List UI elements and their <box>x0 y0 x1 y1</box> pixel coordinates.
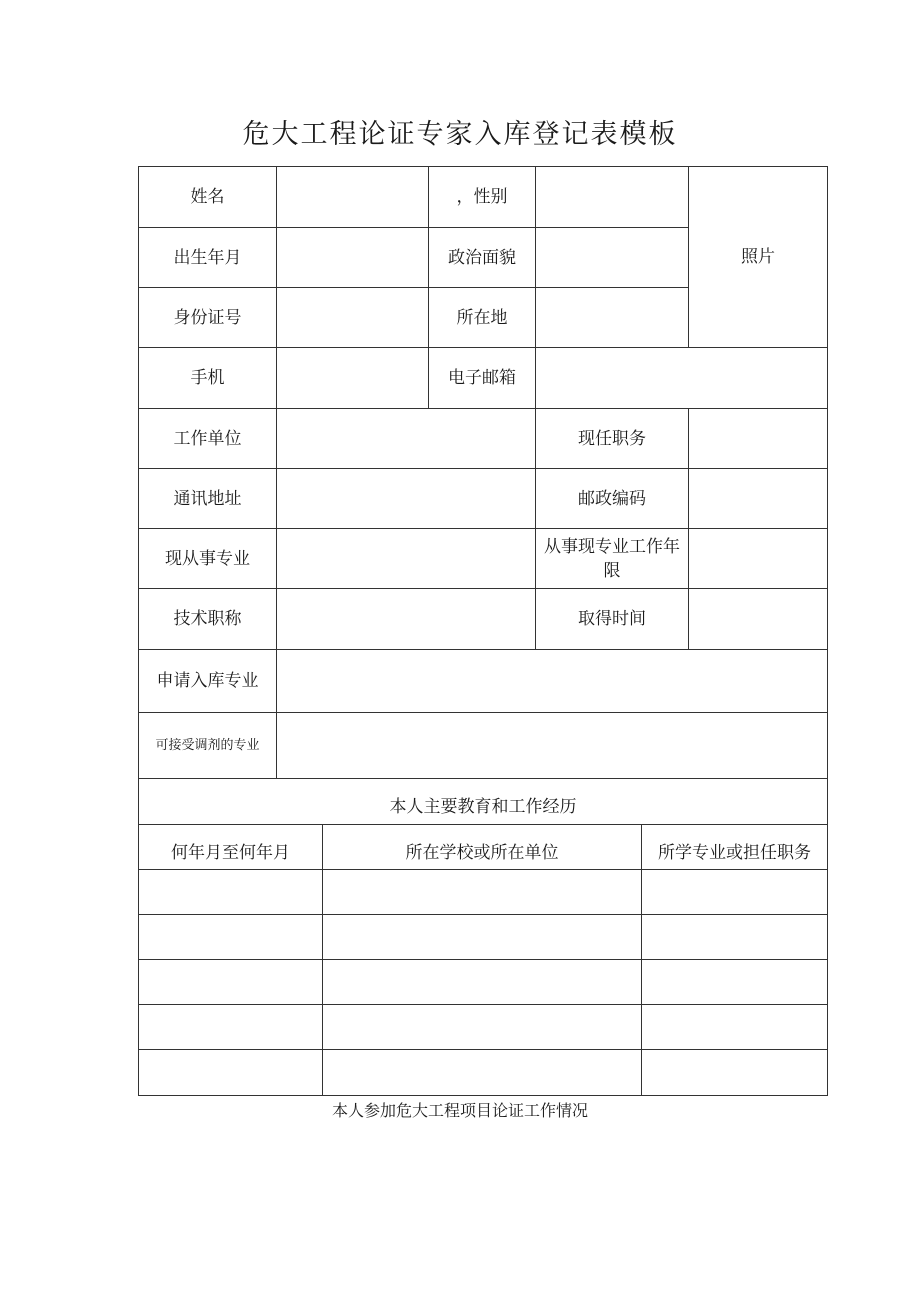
label-mobile: 手机 <box>190 368 225 388</box>
section-footer-title: 本人参加危大工程项目论证工作情况 <box>331 1101 588 1120</box>
label-address: 通讯地址 <box>173 488 242 509</box>
tech-title-field[interactable] <box>277 589 535 649</box>
mobile-field[interactable] <box>277 348 428 408</box>
label-politics: 政治面貌 <box>448 247 516 268</box>
label-location: 所在地 <box>456 307 508 328</box>
label-obtained-time: 取得时间 <box>578 609 646 629</box>
history-cell[interactable] <box>642 870 827 914</box>
row-line <box>138 778 828 779</box>
history-cell[interactable] <box>323 1005 641 1049</box>
label-birth: 出生年月 <box>173 247 242 268</box>
page-title: 危大工程论证专家入库登记表模板 <box>242 119 678 150</box>
years-in-specialty-field[interactable] <box>689 529 827 588</box>
label-current-specialty: 现从事专业 <box>165 548 250 569</box>
label-name: 姓名 <box>190 187 225 207</box>
postcode-field[interactable] <box>689 469 827 528</box>
name-field[interactable] <box>277 167 428 227</box>
employer-field[interactable] <box>277 409 535 468</box>
history-heading: 本人主要教育和工作经历 <box>389 797 577 817</box>
gender-field[interactable] <box>536 167 688 227</box>
table-border-bottom <box>138 1095 828 1096</box>
position-field[interactable] <box>689 409 827 468</box>
label-adjustable-specialty: 可接受调剂的专业 <box>155 737 260 753</box>
history-cell[interactable] <box>139 960 322 1004</box>
politics-field[interactable] <box>536 228 688 287</box>
history-cell[interactable] <box>323 1050 641 1095</box>
address-field[interactable] <box>277 469 535 528</box>
birth-field[interactable] <box>277 228 428 287</box>
label-employer: 工作单位 <box>173 428 242 449</box>
history-cell[interactable] <box>139 1005 322 1049</box>
history-col-role: 所学专业或担任职务 <box>658 842 811 863</box>
label-position: 现任职务 <box>578 428 646 449</box>
history-cell[interactable] <box>642 915 827 959</box>
history-cell[interactable] <box>323 915 641 959</box>
label-years-in-specialty: 从事现专业工作年限 <box>544 536 680 581</box>
table-border-right <box>827 166 828 1096</box>
history-cell[interactable] <box>323 960 641 1004</box>
label-apply-specialty: 申请入库专业 <box>156 671 259 691</box>
history-cell[interactable] <box>642 960 827 1004</box>
label-postcode: 邮政编码 <box>578 488 646 509</box>
history-cell[interactable] <box>139 870 322 914</box>
row-line <box>138 824 828 825</box>
email-field[interactable] <box>536 348 827 408</box>
location-field[interactable] <box>536 288 688 347</box>
label-tech-title: 技术职称 <box>173 609 242 629</box>
photo-box[interactable]: 照片 <box>741 247 775 267</box>
id-number-field[interactable] <box>277 288 428 347</box>
label-email: 电子邮箱 <box>448 368 516 388</box>
history-cell[interactable] <box>642 1050 827 1095</box>
current-specialty-field[interactable] <box>277 529 535 588</box>
history-cell[interactable] <box>139 1050 322 1095</box>
history-cell[interactable] <box>323 870 641 914</box>
history-cell[interactable] <box>642 1005 827 1049</box>
history-col-institution: 所在学校或所在单位 <box>405 842 559 863</box>
adjustable-specialty-field[interactable] <box>277 713 827 778</box>
history-col-period: 何年月至何年月 <box>171 842 290 863</box>
label-id-number: 身份证号 <box>173 307 242 328</box>
obtained-time-field[interactable] <box>689 589 827 649</box>
label-gender: ，性别 <box>456 187 508 207</box>
history-cell[interactable] <box>139 915 322 959</box>
apply-specialty-field[interactable] <box>277 650 827 712</box>
